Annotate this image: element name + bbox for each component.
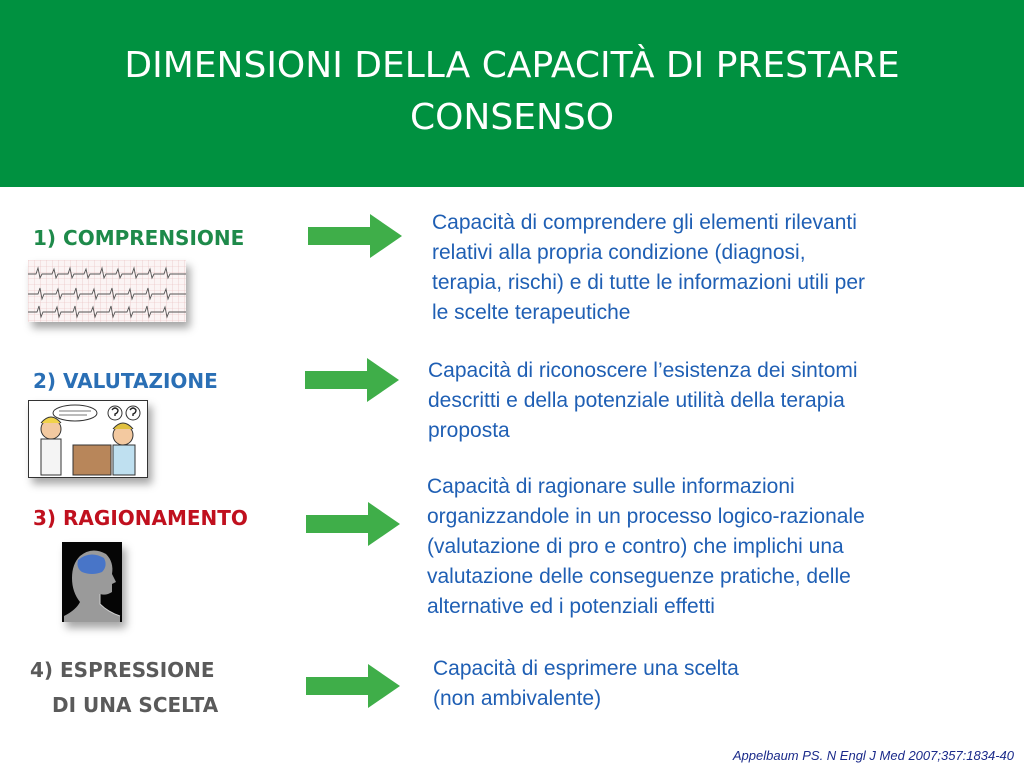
description-line: le scelte terapeutiche bbox=[432, 301, 631, 324]
item-4-description bbox=[433, 654, 739, 714]
arrow-right-icon bbox=[306, 664, 400, 708]
description-line: alternative ed i potenziali effetti bbox=[427, 595, 715, 618]
description-line: descritti e della potenziale utilità della terapia bbox=[428, 389, 845, 412]
slide-title-line-1: DIMENSIONI DELLA CAPACITÀ DI PRESTARE bbox=[124, 45, 900, 86]
item-3-label: 3) RAGIONAMENTO bbox=[33, 506, 248, 530]
description-line: proposta bbox=[428, 419, 510, 442]
ecg-strip-graphic bbox=[28, 260, 186, 322]
description-line: valutazione delle conseguenze pratiche, delle bbox=[427, 565, 851, 588]
item-1-label: 1) COMPRENSIONE bbox=[33, 226, 245, 250]
citation: Appelbaum PS. N Engl J Med 2007;357:1834-40 bbox=[732, 748, 1014, 763]
title-bar bbox=[0, 0, 1024, 187]
ecg-strip-image bbox=[28, 260, 186, 322]
description-line: organizzandole in un processo logico-razionale bbox=[427, 505, 865, 528]
item-4-label-line-2: DI UNA SCELTA bbox=[52, 693, 219, 717]
head-brain-xray-image bbox=[62, 542, 122, 622]
description-line: Capacità di esprimere una scelta bbox=[433, 657, 739, 680]
doctor-patient-cartoon-graphic bbox=[29, 401, 147, 477]
description-line: Capacità di riconoscere l’esistenza dei sintomi bbox=[428, 359, 858, 382]
description-line: terapia, rischi) e di tutte le informazioni utili per bbox=[432, 271, 866, 294]
slide-title-line-2: CONSENSO bbox=[409, 97, 615, 138]
item-2-description bbox=[428, 356, 858, 446]
head-brain-xray-graphic bbox=[62, 542, 122, 622]
description-line: Capacità di comprendere gli elementi rilevanti bbox=[432, 211, 857, 234]
slide-title bbox=[0, 40, 1024, 144]
item-2-label: 2) VALUTAZIONE bbox=[33, 369, 218, 393]
doctor-patient-cartoon-image bbox=[28, 400, 148, 478]
description-line: (valutazione di pro e contro) che implichi una bbox=[427, 535, 844, 558]
arrow-right-icon bbox=[308, 214, 402, 258]
description-line: (non ambivalente) bbox=[433, 687, 602, 710]
description-line: relativi alla propria condizione (diagnosi, bbox=[432, 241, 806, 264]
item-3-description bbox=[427, 472, 865, 622]
item-4-label-line-1: 4) ESPRESSIONE bbox=[30, 658, 215, 682]
description-line: Capacità di ragionare sulle informazioni bbox=[427, 475, 795, 498]
arrow-right-icon bbox=[305, 358, 399, 402]
arrow-right-icon bbox=[306, 502, 400, 546]
item-1-description bbox=[432, 208, 865, 328]
